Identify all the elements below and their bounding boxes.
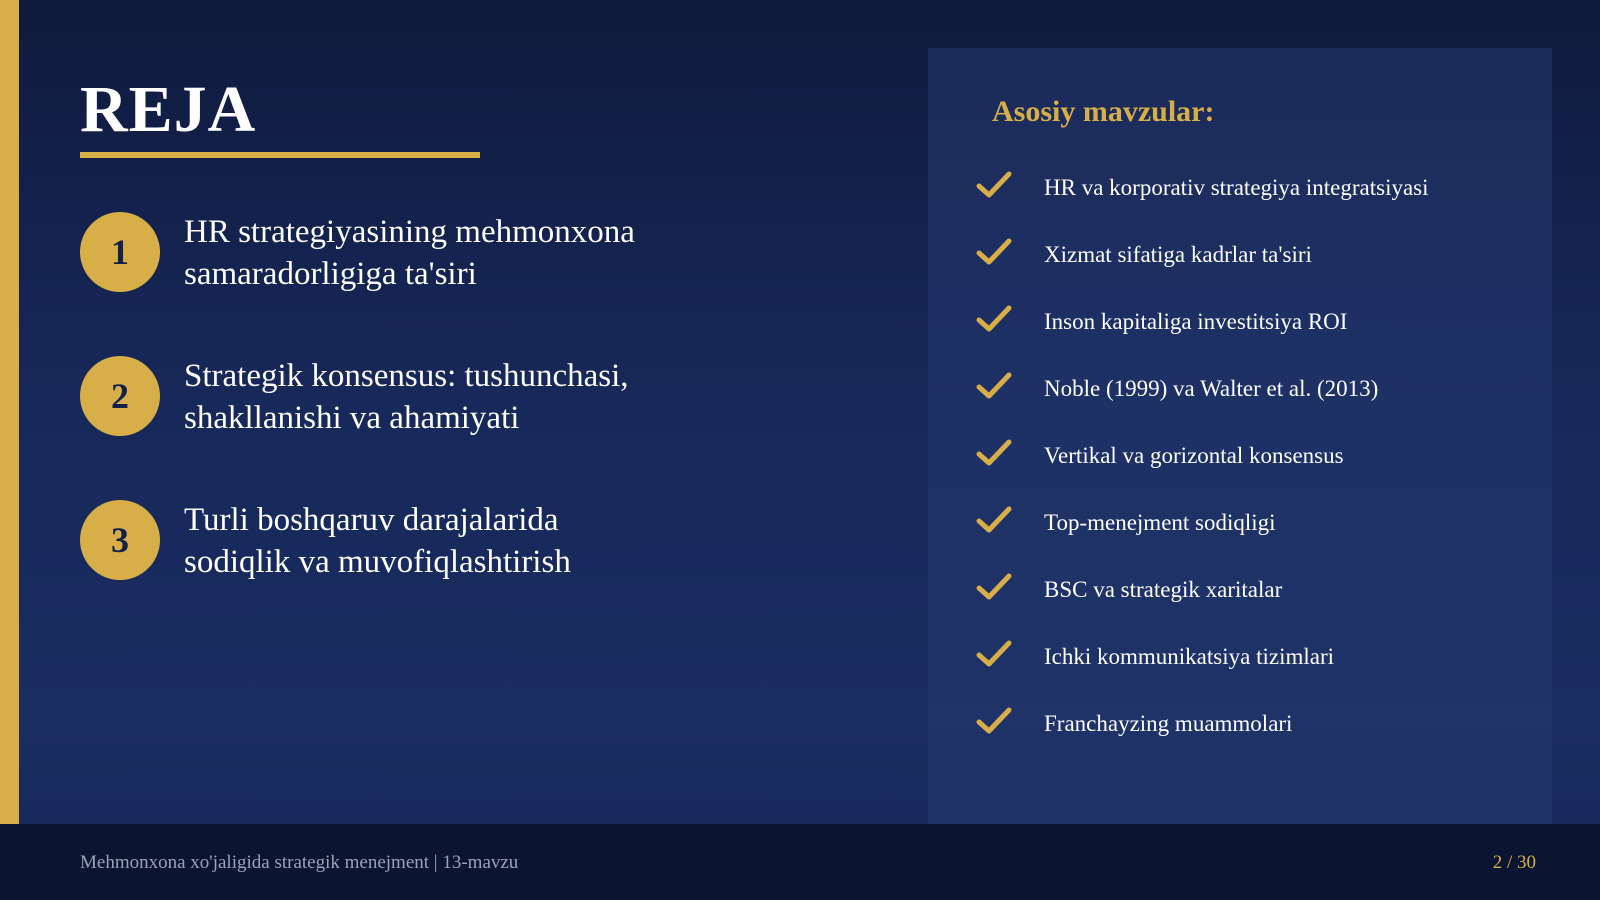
check-icon: [976, 371, 1012, 401]
topic-item-label: Top-menejment sodiqligi: [1044, 510, 1276, 535]
check-icon: [976, 237, 1012, 267]
agenda-item-line-1: Turli boshqaruv darajalarida: [184, 502, 559, 538]
topic-item-7: [976, 570, 1536, 610]
topic-item-3: [976, 302, 1536, 342]
title-underline: [80, 152, 480, 158]
check-icon: [976, 572, 1012, 602]
topics-panel-title: Asosiy mavzular:: [992, 95, 1215, 128]
agenda-item-text: [184, 499, 744, 583]
agenda-item-line-1: Strategik konsensus: tushunchasi,: [184, 358, 629, 394]
topic-item-8: [976, 637, 1536, 677]
topic-item-label: Vertikal va gorizontal konsensus: [1044, 443, 1344, 468]
agenda-item-text: [184, 211, 744, 295]
topic-item-2: [976, 235, 1536, 275]
agenda-item-text: [184, 355, 744, 439]
footer-course-title: Mehmonxona xo'jaligida strategik menejment | 13-mavzu: [80, 852, 519, 873]
agenda-item-3: [80, 499, 720, 583]
topic-item-label: Inson kapitaliga investitsiya ROI: [1044, 309, 1348, 334]
topic-item-1: [976, 168, 1536, 208]
check-icon: [976, 304, 1012, 334]
topics-panel: [928, 48, 1552, 824]
topic-item-label: Noble (1999) va Walter et al. (2013): [1044, 376, 1379, 401]
topic-item-6: [976, 503, 1536, 543]
agenda-number-badge: 3: [80, 500, 160, 580]
slide-title: REJA: [80, 73, 257, 146]
topic-item-9: [976, 704, 1536, 744]
agenda-item-line-1: HR strategiyasining mehmonxona: [184, 214, 635, 250]
agenda-number-badge: 1: [80, 212, 160, 292]
agenda-item-1: [80, 211, 720, 295]
agenda-item-line-2: shakllanishi va ahamiyati: [184, 400, 520, 436]
left-accent-bar: [0, 0, 19, 824]
agenda-item-line-2: samaradorligiga ta'siri: [184, 256, 477, 292]
topic-item-label: Franchayzing muammolari: [1044, 711, 1293, 736]
topic-item-label: Xizmat sifatiga kadrlar ta'siri: [1044, 242, 1312, 267]
topic-item-5: [976, 436, 1536, 476]
check-icon: [976, 639, 1012, 669]
topic-item-label: Ichki kommunikatsiya tizimlari: [1044, 644, 1334, 669]
agenda-item-line-2: sodiqlik va muvofiqlashtirish: [184, 544, 571, 580]
check-icon: [976, 170, 1012, 200]
check-icon: [976, 438, 1012, 468]
slide-footer: [0, 824, 1600, 900]
topic-item-label: HR va korporativ strategiya integratsiyasi: [1044, 175, 1429, 200]
check-icon: [976, 706, 1012, 736]
page-number: 2 / 30: [1492, 852, 1536, 873]
topic-item-4: [976, 369, 1536, 409]
topic-item-label: BSC va strategik xaritalar: [1044, 577, 1283, 602]
check-icon: [976, 505, 1012, 535]
agenda-item-2: [80, 355, 720, 439]
agenda-number-badge: 2: [80, 356, 160, 436]
